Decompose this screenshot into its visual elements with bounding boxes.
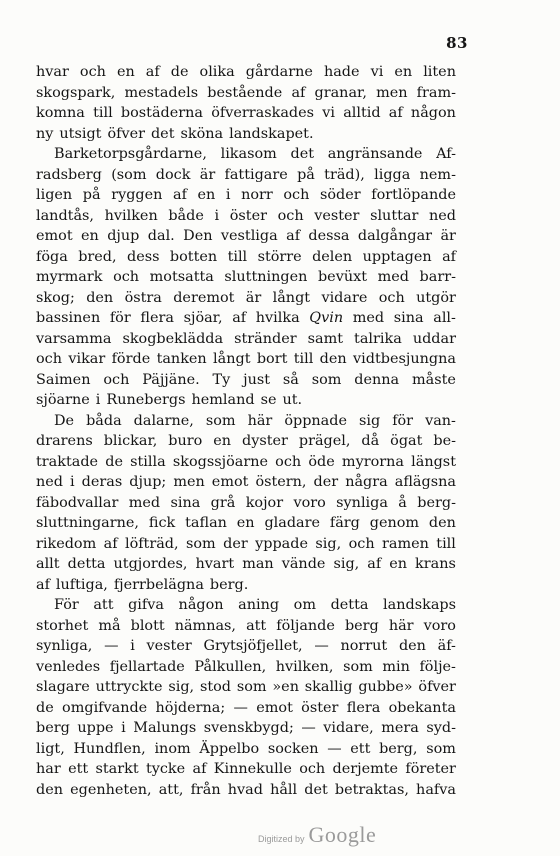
text-line: venledes fjellartade Pålkullen, hvilken, som min följe- [36,658,456,675]
text-line: myrmark och motsatta sluttningen bevüxt med barr- [36,269,456,285]
text-line: storhet må blott nämnas, att följande berg här voro [36,617,456,634]
text-line: Saimen och Päjjäne. Ty just så som denna måste [36,371,456,388]
text-line: synliga, — i vester Grytsjöfjellet, — norrut den äf- [36,638,456,654]
text-line: skog; den östra deremot är långt vidare och utgör [36,289,456,306]
google-logo: Google [308,822,377,847]
digitization-watermark [258,822,376,848]
text-line: ny utsigt öfver det sköna landskapet. [36,125,314,142]
text-line: och vikar förde tanken långt bort till den vidtbesjungna [36,351,456,367]
text-line: ned i deras djup; men emot östern, der några aflägsna [36,474,456,490]
text-line: De båda dalarne, som här öppnade sig för van- [54,412,456,429]
text-line: slagare uttryckte sig, stod som »en skallig gubbe» öfver [36,679,456,695]
text-line: har ett starkt tycke af Kinnekulle och derjemte företer [36,761,456,777]
text-line: af luftiga, fjerrbelägna berg. [36,576,249,593]
text-line: radsberg (som dock är fattigare på träd), ligga nem- [36,166,456,183]
body-text [36,62,456,800]
text-line: allt detta utgjordes, hvart man vände sig, af en krans [36,556,456,572]
text-line: de omgifvande höjderna; — emot öster flera obekanta [36,699,456,716]
text-line: emot en djup dal. Den vestliga af dessa dalgångar är [36,228,456,244]
text-line: landtås, hvilken både i öster och vester sluttar ned [36,207,456,224]
text-line: hvar och en af de olika gårdarne hade vi en liten [36,64,456,80]
text-line: traktade de stilla skogssjöarne och öde myrorna längst [36,453,456,470]
text-line: föga bred, dess botten till större delen upptagen af [36,248,456,265]
text-line: sjöarne i Runebergs hemland se ut. [36,392,303,408]
text-line: Barketorpsgårdarne, likasom det angränsande Af- [54,146,456,162]
text-line: skogspark, mestadels bestående af granar, men fram- [36,84,456,101]
text-line: fäbodvallar med sina grå kojor voro synliga å berg- [36,494,456,511]
text-line: ligen på ryggen af en i norr och söder fortlöpande [36,187,456,203]
text-line: varsamma skogbeklädda stränder samt talrika uddar [36,330,456,347]
text-line: För att gifva någon aning om detta landskaps [54,597,456,613]
page-number: 83 [446,34,468,52]
text-line: ligt, Hundflen, inom Äppelbo socken — ett berg, som [36,740,456,757]
text-line: rikedom af löfträd, som der yppade sig, och ramen till [36,535,456,552]
text-line: bassinen för flera sjöar, af hvilka Qvin med sina all- [36,310,456,326]
text-line: drarens blickar, buro en dyster prägel, då ögat be- [36,433,456,449]
text-line: sluttningarne, fick taflan en gladare färg genom den [36,515,456,531]
watermark-prefix: Digitized by [258,834,305,844]
text-line: den egenheten, att, från hvad håll det betraktas, hafva [36,781,456,798]
text-line: komna till bostäderna öfverraskades vi alltid af någon [36,105,456,121]
text-line: berg uppe i Malungs svenskbygd; — vidare, mera syd- [36,720,456,736]
